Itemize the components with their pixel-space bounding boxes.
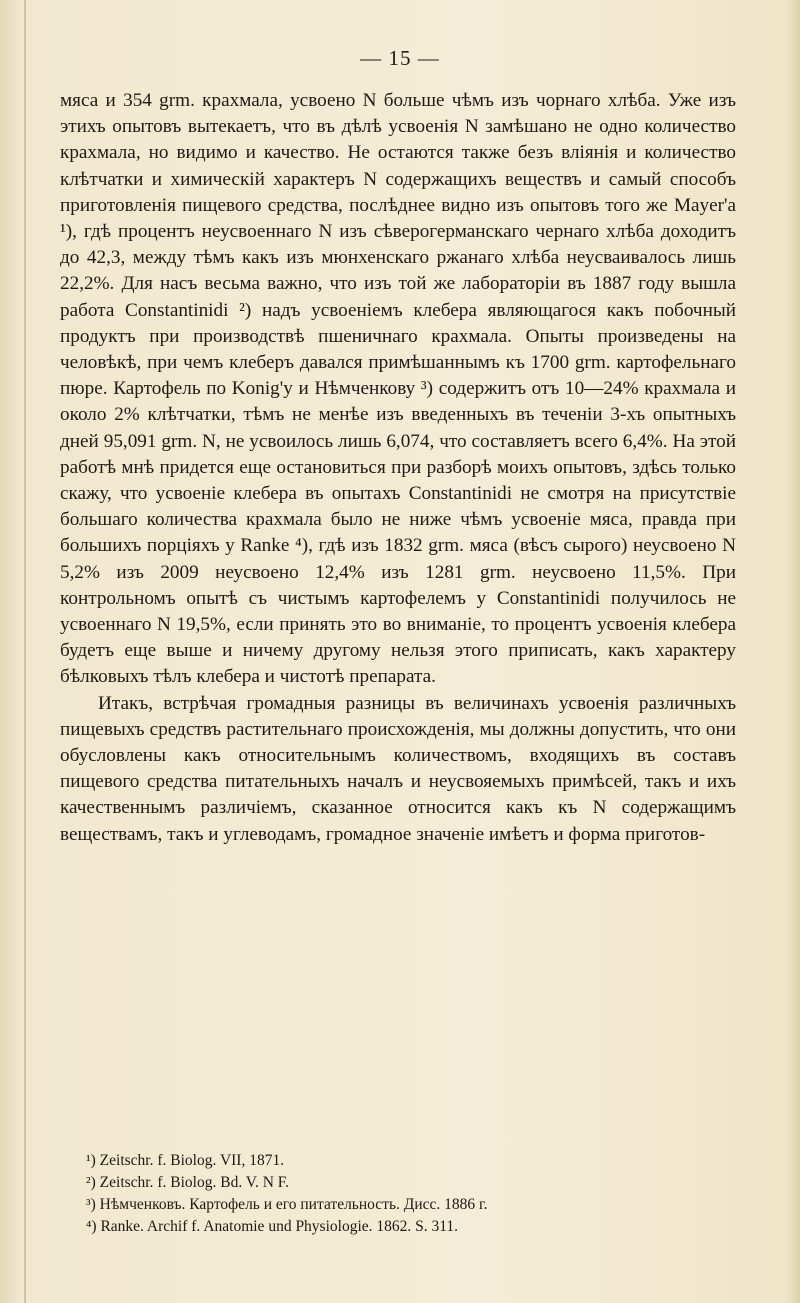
binding-gutter bbox=[24, 0, 26, 1303]
paragraph-2: Итакъ, встрѣчая громадныя разницы въ величинахъ усвоенія различныхъ пищевыхъ средствъ растительнаго происхожденія, мы должны допустить, что они обусловлены какъ относительнымъ количествомъ, входящихъ въ составъ пищевого средства питательныхъ началъ и неусвояемыхъ примѣсей, такъ и ихъ качественнымъ различіемъ, сказанное относится какъ къ N содержащимъ веществамъ, такъ и углеводамъ, громадное значеніе имѣетъ и форма приготов- bbox=[60, 692, 736, 845]
footnote-1: ¹) Zeitschr. f. Biolog. VII, 1871. bbox=[86, 1152, 285, 1169]
footnote-2: ²) Zeitschr. f. Biolog. Bd. V. N F. bbox=[86, 1174, 290, 1191]
page-edge bbox=[786, 0, 800, 1303]
paragraph-1: мяса и 354 grm. крахмала, усвоено N больше чѣмъ изъ чорнаго хлѣба. Уже изъ этихъ опытовъ вытекаетъ, что въ дѣлѣ усвоенія N замѣшано не одно количество крахмала, но видимо и качество. Не остаются также безъ вліянія и количество клѣтчатки и химическій характеръ N содержащихъ веществъ и самый способъ приготовленія пищевого средства, послѣднее видно изъ опытовъ того же Mayer'a ¹), гдѣ процентъ неусвоеннаго N изъ сѣверогерманскаго чернаго хлѣба доходитъ до 42,3, между тѣмъ какъ изъ мюнхенскаго ржанаго хлѣба неусваивалось лишь 22,2%. Для насъ весьма важно, что изъ той же лабораторіи въ 1887 году вышла работа Constantinidi ²) надъ усвоеніемъ клебера являющагося какъ побочный продуктъ при производствѣ пшеничнаго крахмала. Опыты произведены на человѣкѣ, при чемъ клеберъ давался примѣшаннымъ къ 1700 grm. картофельнаго пюре. Картофель по Konig'у и Нѣмченкову ³) содержитъ отъ 10—24% крахмала и около 2% клѣтчатки, тѣмъ не менѣе изъ введенныхъ въ теченіи 3-хъ опытныхъ дней 95,091 grm. N, не усвоилось лишь 6,074, что составляетъ всего 6,4%. На этой работѣ мнѣ придется еще остановиться при разборѣ моихъ опытовъ, здѣсь только скажу, что усвоеніе клебера въ опытахъ Constantinidi не смотря на присутствіе большаго количества крахмала было не ниже чѣмъ усвоеніе мяса, правда при большихъ порціяхъ у Ranke ⁴), гдѣ изъ 1832 grm. мяса (вѣсъ сырого) неусвоено N 5,2% изъ 2009 неусвоено 12,4% изъ 1281 grm. неусвоено 11,5%. При контрольномъ опытѣ съ чистымъ картофелемъ у Constantinidi получилось не усвоеннаго N 19,5%, если принять это во вниманіе, то процентъ усвоенія клебера будетъ еще выше и ничему другому нельзя этого приписать, какъ характеру бѣлковыхъ тѣлъ клебера и чистотѣ препарата. bbox=[60, 90, 736, 688]
main-text bbox=[60, 88, 736, 848]
footnote-3: ³) Нѣмченковъ. Картофель и его питательность. Дисс. 1886 г. bbox=[86, 1196, 488, 1213]
page-number: — 15 — bbox=[360, 46, 440, 70]
footnote-4: ⁴) Ranke. Archif f. Anatomie und Physiologie. 1862. S. 311. bbox=[86, 1218, 459, 1235]
footnotes bbox=[86, 1150, 746, 1238]
